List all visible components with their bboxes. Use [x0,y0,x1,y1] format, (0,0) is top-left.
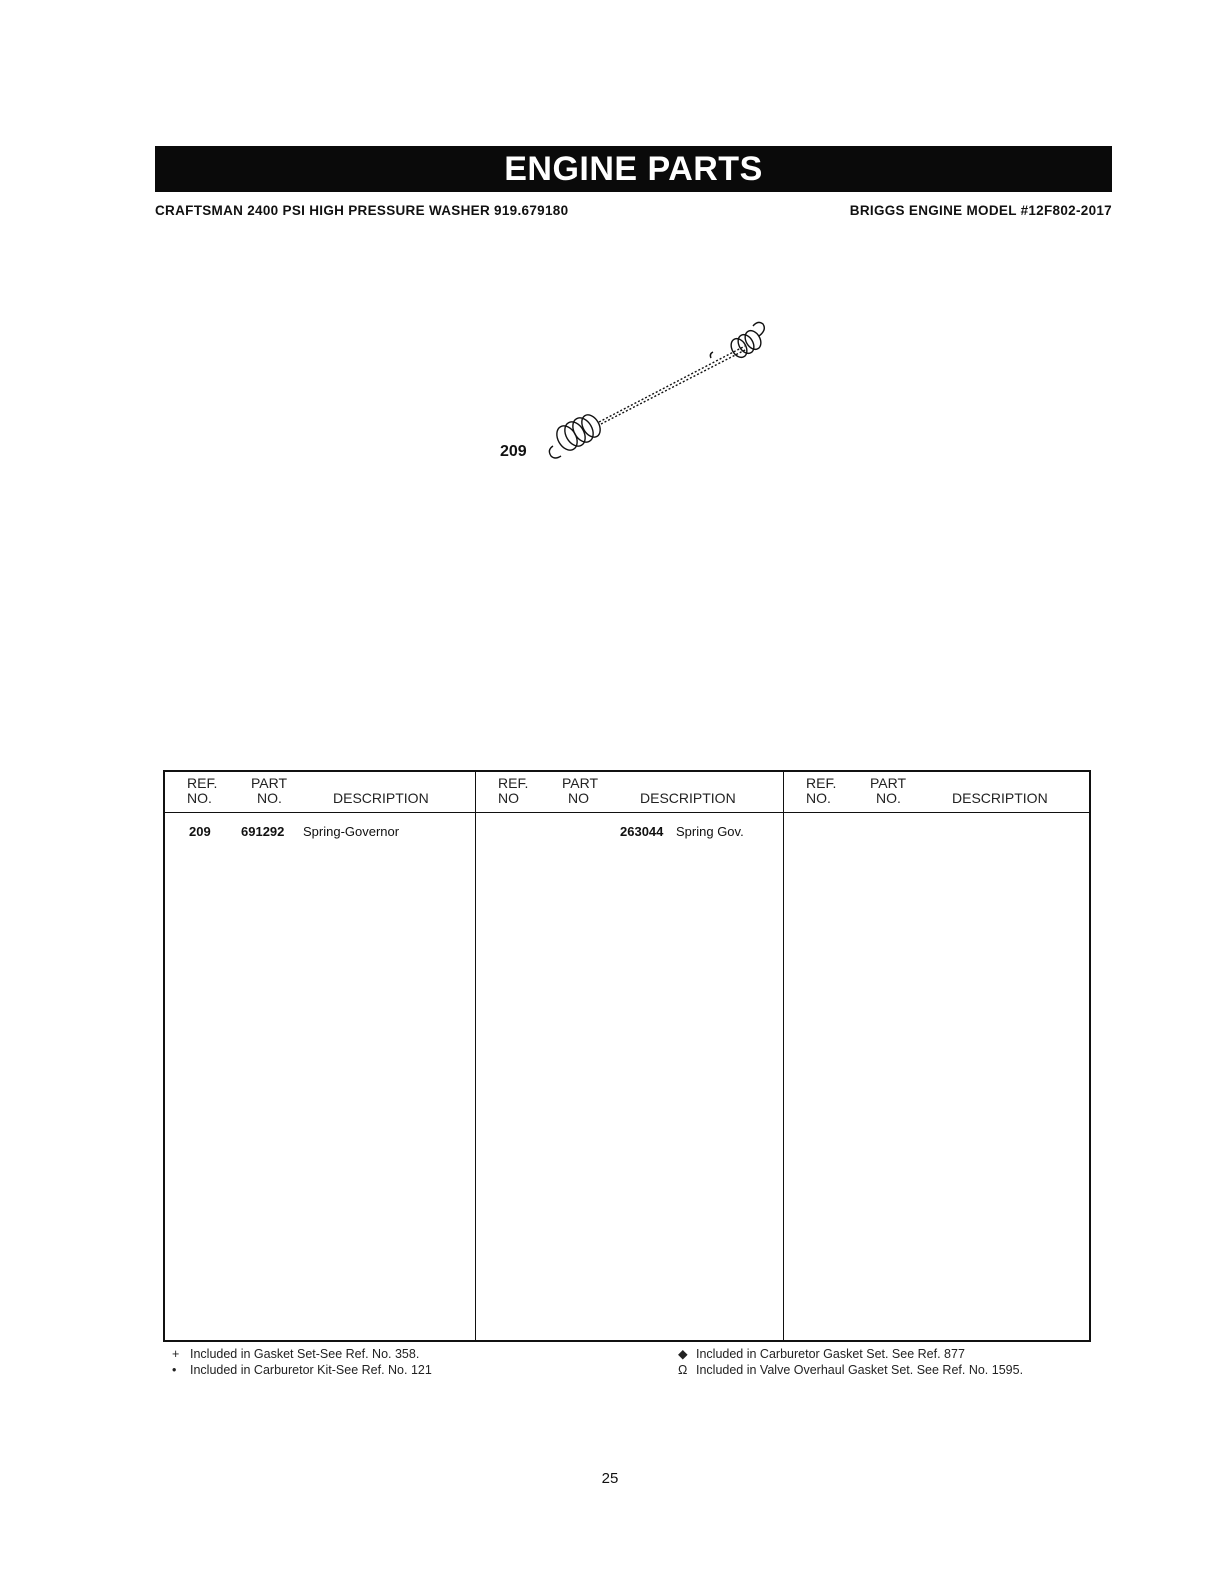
footnote [678,1346,1023,1362]
description-cell: Spring-Governor [303,824,400,839]
part-header-top: PART [870,775,907,791]
page-number: 25 [601,1470,619,1487]
part-header-bottom: NO. [876,790,901,806]
part-header-bottom: NO. [257,790,282,806]
footnote [172,1346,432,1362]
part-cell: 263044 [620,824,664,839]
part-header-top: PART [562,775,599,791]
column-header [476,772,783,813]
parts-column-1 [165,772,476,1340]
part-header-bottom: NO [568,790,589,806]
parts-column-2 [476,772,784,1340]
footnote-text: Included in Gasket Set-See Ref. No. 358. [190,1347,420,1361]
governor-spring-diagram [495,318,785,468]
description-header: DESCRIPTION [640,790,736,806]
footnote-symbol: + [172,1347,180,1361]
ref-header-top: REF. [498,775,529,791]
description-header: DESCRIPTION [333,790,429,806]
part-cell: 691292 [241,824,285,839]
parts-table [163,770,1091,1342]
part-header-top: PART [251,775,288,791]
footnotes-right [678,1346,1023,1378]
ref-cell: 209 [189,824,211,839]
footnote-symbol: • [172,1363,177,1377]
column-header [165,772,475,813]
description-cell: Spring Gov. [676,824,744,839]
parts-column-3 [784,772,1091,1340]
ref-header-bottom: NO. [806,790,831,806]
diagram-callout-209: 209 [500,443,527,460]
product-subtitle: CRAFTSMAN 2400 PSI HIGH PRESSURE WASHER 919.679180 [155,203,569,218]
footnote-symbol: Ω [678,1363,688,1377]
ref-header-bottom: NO [498,790,519,806]
footnote-text: Included in Carburetor Gasket Set. See Ref. 877 [696,1347,965,1361]
footnotes-left [172,1346,432,1378]
description-header: DESCRIPTION [952,790,1048,806]
ref-header-bottom: NO. [187,790,212,806]
column-header [784,772,1091,813]
footnote [678,1362,1023,1378]
footnote-symbol: ◆ [678,1347,688,1361]
page-title: ENGINE PARTS [155,146,1112,192]
footnote-text: Included in Carburetor Kit-See Ref. No. 121 [190,1363,432,1377]
ref-header-top: REF. [187,775,218,791]
footnote-text: Included in Valve Overhaul Gasket Set. See Ref. No. 1595. [696,1363,1024,1377]
ref-header-top: REF. [806,775,837,791]
engine-model-subtitle: BRIGGS ENGINE MODEL #12F802-2017 [849,203,1112,218]
footnote [172,1362,432,1378]
